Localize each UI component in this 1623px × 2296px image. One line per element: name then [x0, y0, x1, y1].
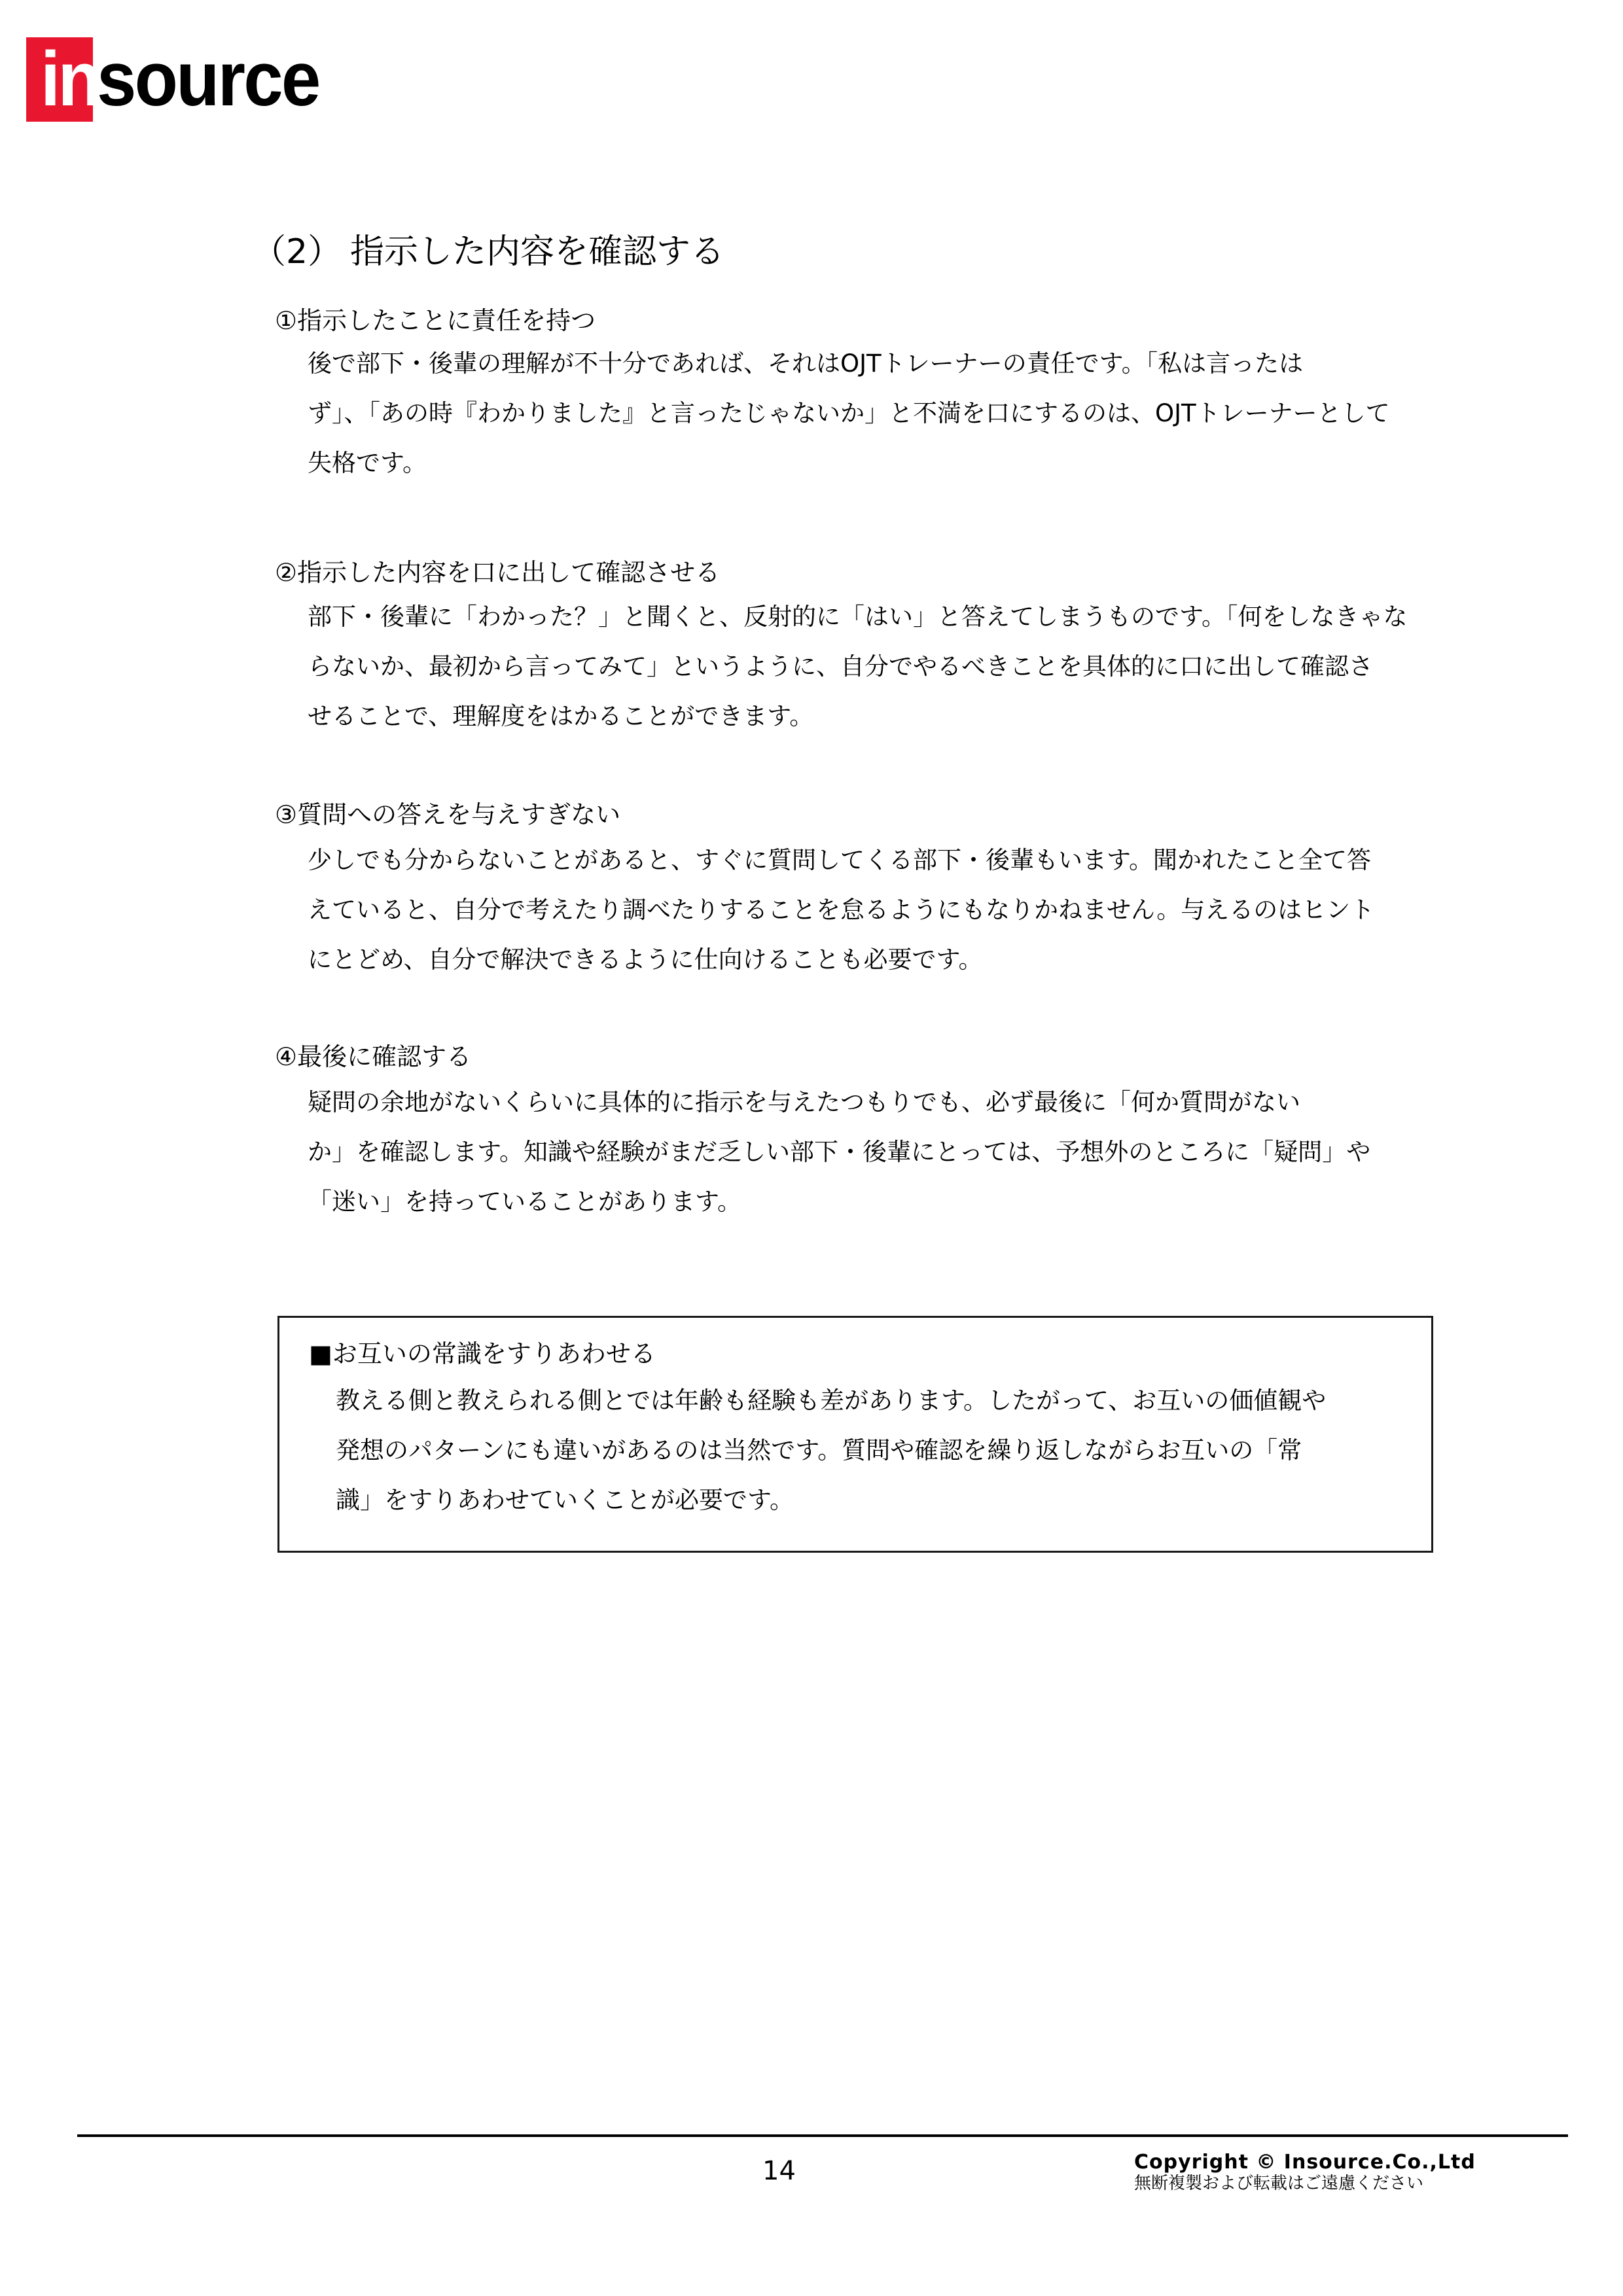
item-4-line-2: か」を確認します。知識や経験がまだ乏しい部下・後輩にとっては、予想外のところに「疑問」や	[308, 1138, 1371, 1166]
item-2-title: ②指示した内容を口に出して確認させる	[275, 558, 721, 587]
item-4-title: ④最後に確認する	[275, 1042, 472, 1071]
copyright-block	[1134, 2153, 1476, 2193]
item-2-line-2: らないか、最初から言ってみて」というように、自分でやるべきことを具体的に口に出して確認さ	[308, 652, 1373, 680]
item-4-body	[308, 1078, 1433, 1227]
logo-red-box	[26, 36, 99, 122]
item-3-line-2: えていると、自分で考えたり調べたりすることを怠るようにもなりかねません。与えるのはヒント	[308, 896, 1375, 924]
item-3-line-1: 少しでも分からないことがあると、すぐに質問してくる部下・後輩もいます。聞かれたこと全て答	[308, 846, 1372, 874]
footer-divider	[77, 2134, 1568, 2137]
item-3-line-3: にとどめ、自分で解決できるように仕向けることも必要です。	[308, 945, 983, 974]
section-title: 指示した内容を確認する	[350, 232, 725, 272]
item-1-title: ①指示したことに責任を持つ	[275, 306, 596, 335]
note-box-body	[336, 1376, 1326, 1525]
note-box-title: ■お互いの常識をすりあわせる	[309, 1339, 656, 1368]
logo-text-in: in	[41, 36, 99, 122]
note-box-line-2: 発想のパターンにも違いがあるのは当然です。質問や確認を繰り返しながらお互いの「常	[336, 1436, 1302, 1464]
item-1-line-2: ず」、「あの時『わかりました』と言ったじゃないか」と不満を口にするのは、OJTトレーナーとして	[308, 399, 1390, 427]
item-4-line-3: 「迷い」を持っていることがあります。	[308, 1188, 742, 1216]
item-1-line-3: 失格です。	[308, 449, 427, 477]
item-1-body	[308, 339, 1433, 488]
copyright-text: Copyright © Insource.Co.,Ltd	[1134, 2151, 1476, 2174]
item-2-line-3: せることで、理解度をはかることができます。	[308, 702, 814, 730]
note-box-line-1: 教える側と教えられる側とでは年齢も経験も差があります。したがって、お互いの価値観や	[336, 1386, 1327, 1415]
insource-logo	[26, 37, 338, 122]
item-2-line-1: 部下・後輩に「わかった？」と聞くと、反射的に「はい」と答えてしまうものです。「何をしなきゃな	[308, 603, 1408, 631]
note-box-line-3: 識」をすりあわせていくことが必要です。	[336, 1486, 794, 1514]
section-number: （2）	[252, 232, 342, 272]
logo-text-source: source	[97, 36, 319, 122]
item-3-title: ③質問への答えを与えすぎない	[275, 800, 621, 829]
reproduction-notice: 無断複製および転載はご遠慮ください	[1134, 2174, 1424, 2193]
page-number: 14	[762, 2156, 796, 2186]
item-3-body	[308, 836, 1433, 985]
item-2-body	[308, 592, 1433, 741]
item-4-line-1: 疑問の余地がないくらいに具体的に指示を与えたつもりでも、必ず最後に「何か質問がない	[308, 1088, 1300, 1116]
item-1-line-1: 後で部下・後輩の理解が不十分であれば、それはOJTトレーナーの責任です。「私は言ったは	[308, 349, 1304, 378]
section-heading	[252, 229, 724, 275]
note-box	[277, 1316, 1433, 1553]
